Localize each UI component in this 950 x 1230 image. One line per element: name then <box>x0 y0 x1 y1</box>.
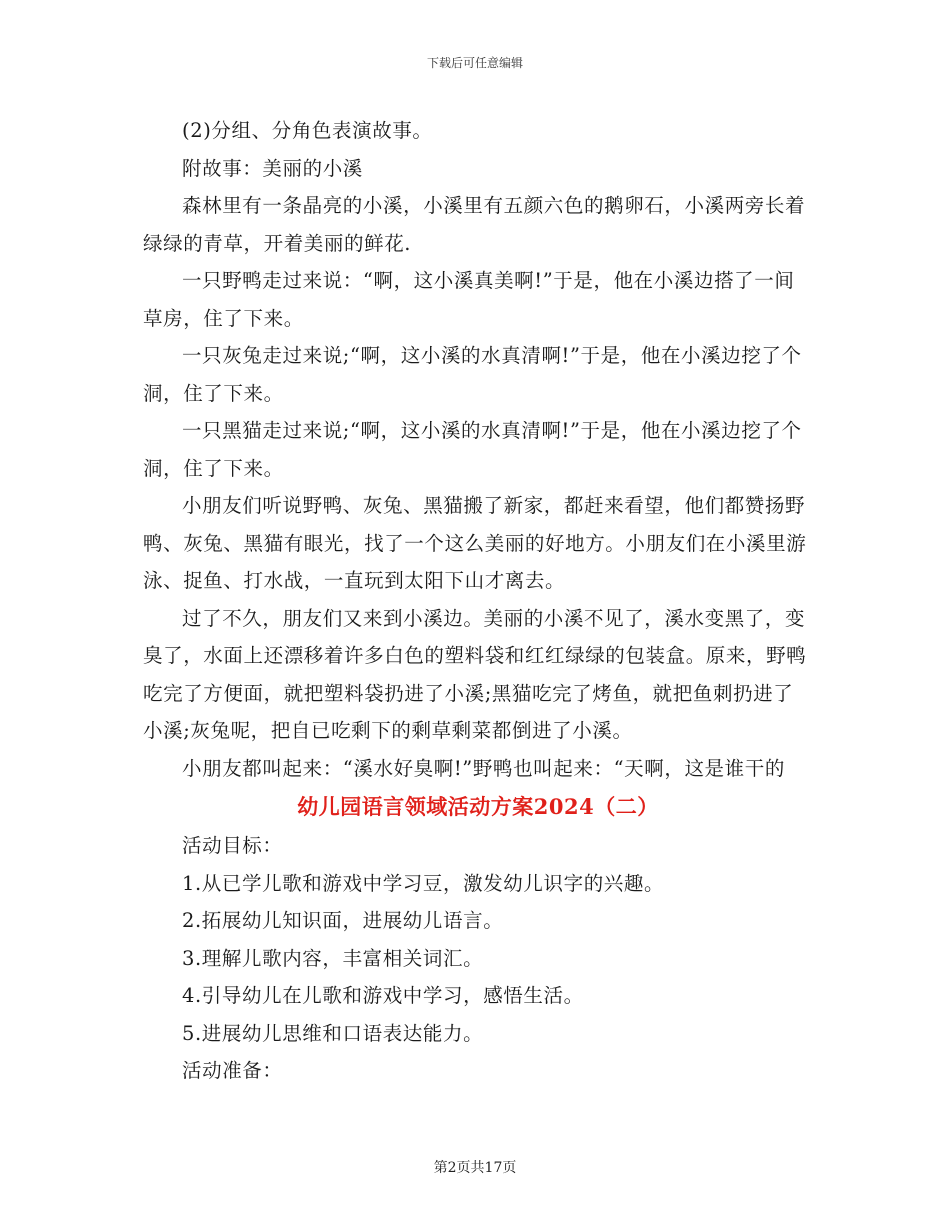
section-title: 幼儿园语言领域活动方案2024（二） <box>297 794 659 819</box>
paragraph: 小朋友们听说野鸭、灰兔、黑猫搬了新家，都赶来看望，他们都赞扬野鸭、灰兔、黑猫有眼光，找了一个这么美丽的好地方。小朋友们在小溪里游泳、捉鱼、打水战，一直玩到太阳下山才离去。 <box>143 494 807 592</box>
document-body <box>143 112 813 1090</box>
story-title: 附故事：美丽的小溪 <box>182 156 363 180</box>
paragraph: 小朋友都叫起来：“溪水好臭啊!”野鸭也叫起来：“天啊，这是谁干的 <box>182 756 785 780</box>
paragraph: 一只野鸭走过来说：“啊，这小溪真美啊!”于是，他在小溪边搭了一间草房，住了下来。 <box>143 269 795 330</box>
subheading: 活动目标： <box>182 834 283 857</box>
page-header: 下载后可任意编辑 <box>426 56 523 70</box>
page-footer: 第2页共17页 <box>433 1160 517 1176</box>
paragraph: (2)分组、分角色表演故事。 <box>182 119 433 142</box>
paragraph: 森林里有一条晶亮的小溪，小溪里有五颜六色的鹅卵石，小溪两旁长着绿绿的青草，开着美丽的鲜花. <box>143 194 806 255</box>
paragraph: 过了不久，朋友们又来到小溪边。美丽的小溪不见了，溪水变黑了，变臭了，水面上还漂移着许多白色的塑料袋和红红绿绿的包装盒。原来，野鸭吃完了方便面，就把塑料袋扔进了小溪;黑猫吃完了烤鱼，就把鱼刺扔进了小溪;灰兔呢，把自已吃剩下的剩草剩菜都倒进了小溪。 <box>143 606 807 742</box>
list-item: 4.引导幼儿在儿歌和游戏中学习，感悟生活。 <box>182 984 584 1007</box>
paragraph: 一只黑猫走过来说;“啊，这小溪的水真清啊!”于是，他在小溪边挖了个洞，住了下来。 <box>143 419 802 480</box>
list-item: 5.进展幼儿思维和口语表达能力。 <box>182 1021 484 1045</box>
list-item: 1.从已学儿歌和游戏中学习豆，激发幼儿识字的兴趣。 <box>182 871 665 895</box>
paragraph: 一只灰兔走过来说;“啊，这小溪的水真清啊!”于是，他在小溪边挖了个洞，住了下来。 <box>143 344 802 405</box>
list-item: 3.理解儿歌内容，丰富相关词汇。 <box>182 946 484 970</box>
list-item: 2.拓展幼儿知识面，进展幼儿语言。 <box>182 909 504 932</box>
subheading: 活动准备： <box>182 1059 283 1082</box>
